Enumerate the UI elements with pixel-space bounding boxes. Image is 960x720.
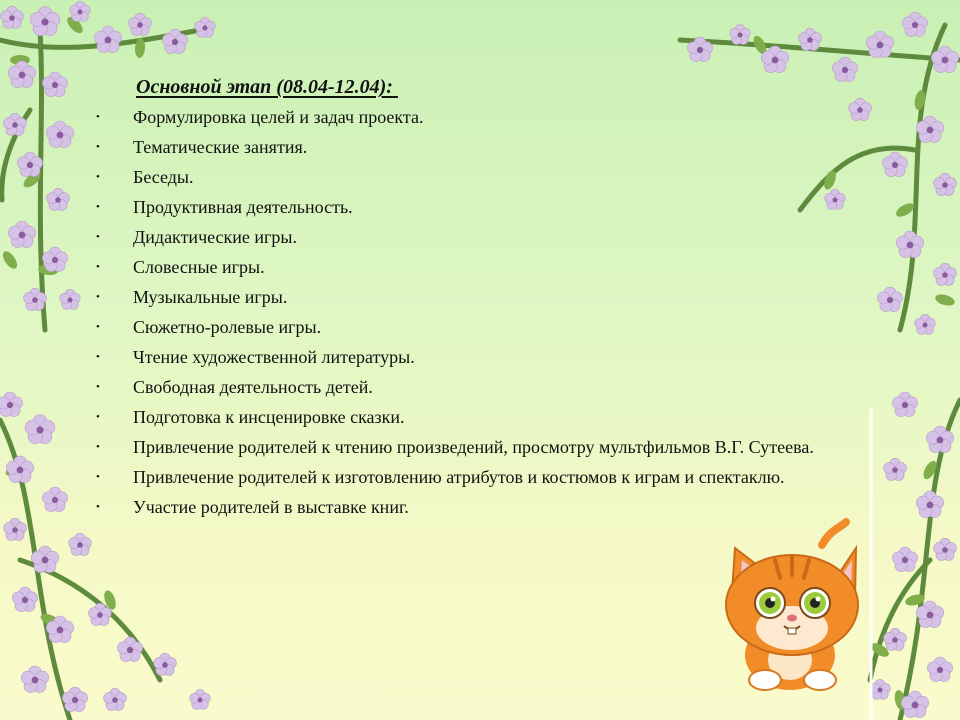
blossom-icon xyxy=(934,538,957,560)
bullet-icon: • xyxy=(96,441,100,453)
blossom-icon xyxy=(94,26,121,53)
blossom-icon xyxy=(927,657,952,682)
bullet-text: Дидактические игры. xyxy=(133,227,298,247)
bullet-text: Свободная деятельность детей. xyxy=(133,377,373,397)
bullet-text: Привлечение родителей к чтению произведений, просмотру мультфильмов В.Г. Сутеева. xyxy=(133,437,814,457)
blossom-icon xyxy=(69,533,92,555)
slide-title: Основной этап (08.04-12.04): xyxy=(136,76,398,98)
blossom-icon xyxy=(21,666,48,693)
blossom-icon xyxy=(6,456,33,483)
bullet-text: Продуктивная деятельность. xyxy=(133,197,353,217)
blossom-icon xyxy=(46,121,73,148)
blossom-icon xyxy=(934,173,957,195)
bullet-text: Беседы. xyxy=(133,167,194,187)
bullet-icon: • xyxy=(96,261,100,273)
blossom-icon xyxy=(195,17,216,37)
blossom-icon xyxy=(1,6,24,28)
bullet-icon: • xyxy=(96,111,100,123)
blossom-icon xyxy=(896,231,923,258)
blossom-icon xyxy=(884,628,907,650)
kitten-icon xyxy=(726,522,858,690)
blossom-icon xyxy=(870,679,891,699)
bullet-icon: • xyxy=(96,471,100,483)
bullet-item xyxy=(96,285,886,309)
bullet-icon: • xyxy=(96,321,100,333)
blossom-icon xyxy=(70,1,91,21)
bullet-icon: • xyxy=(96,381,100,393)
bullet-item xyxy=(96,225,886,249)
bullet-icon: • xyxy=(96,201,100,213)
bullet-icon: • xyxy=(96,231,100,243)
blossom-icon xyxy=(8,61,35,88)
blossom-icon xyxy=(42,72,67,97)
blossom-icon xyxy=(934,263,957,285)
blossom-icon xyxy=(892,547,917,572)
bullet-text: Словесные игры. xyxy=(133,257,265,277)
blossom-icon xyxy=(0,392,23,417)
blossom-icon xyxy=(117,637,142,662)
bullet-text: Участие родителей в выставке книг. xyxy=(133,497,409,517)
bullet-item xyxy=(96,315,886,339)
bullet-text: Музыкальные игры. xyxy=(133,287,288,307)
blossom-icon xyxy=(62,687,87,712)
blossom-icon xyxy=(8,221,35,248)
blossom-icon xyxy=(892,392,917,417)
bullet-item xyxy=(96,165,886,189)
bullet-icon: • xyxy=(96,291,100,303)
bullet-item xyxy=(96,195,886,219)
blossom-icon xyxy=(4,518,27,540)
blossom-icon xyxy=(190,689,211,709)
blossom-icon xyxy=(42,247,67,272)
bullet-text: Привлечение родителей к изготовлению атрибутов и костюмов к играм и спектаклю. xyxy=(133,467,785,487)
blossom-icon xyxy=(30,7,60,36)
bullet-icon: • xyxy=(96,411,100,423)
bullet-item xyxy=(96,255,886,279)
blossom-icon xyxy=(154,653,177,675)
bullet-text: Чтение художественной литературы. xyxy=(133,347,415,367)
bullet-item xyxy=(96,495,886,519)
bullet-item xyxy=(96,135,886,159)
blossom-icon xyxy=(882,152,907,177)
bullet-text: Подготовка к инсценировке сказки. xyxy=(133,407,405,427)
blossom-icon xyxy=(60,289,81,309)
blossom-icon xyxy=(129,13,152,35)
bullet-text: Тематические занятия. xyxy=(133,137,308,157)
bullet-item xyxy=(96,105,886,129)
bullet-icon: • xyxy=(96,501,100,513)
blossom-icon xyxy=(25,415,55,444)
blossom-icon xyxy=(916,491,943,518)
bullet-icon: • xyxy=(96,141,100,153)
bullet-icon: • xyxy=(96,171,100,183)
bullet-item xyxy=(96,375,886,399)
blossom-icon xyxy=(730,24,751,44)
bullet-item xyxy=(96,435,886,459)
bullet-icon: • xyxy=(96,351,100,363)
bullet-item xyxy=(96,465,886,489)
blossom-icon xyxy=(799,28,822,50)
blossom-icon xyxy=(902,12,927,36)
blossom-icon xyxy=(104,688,127,710)
bullet-text: Сюжетно-ролевые игры. xyxy=(133,317,322,337)
blossom-icon xyxy=(12,587,37,612)
bullet-text: Формулировка целей и задач проекта. xyxy=(133,107,424,127)
bullet-item xyxy=(96,345,886,369)
slide-content xyxy=(96,76,886,525)
blossom-icon xyxy=(42,487,67,512)
blossom-icon xyxy=(47,188,70,210)
blossom-icon xyxy=(884,458,907,480)
bullet-list xyxy=(96,105,886,519)
blossom-icon xyxy=(915,314,936,334)
blossom-icon xyxy=(866,31,893,58)
bullet-item xyxy=(96,405,886,429)
